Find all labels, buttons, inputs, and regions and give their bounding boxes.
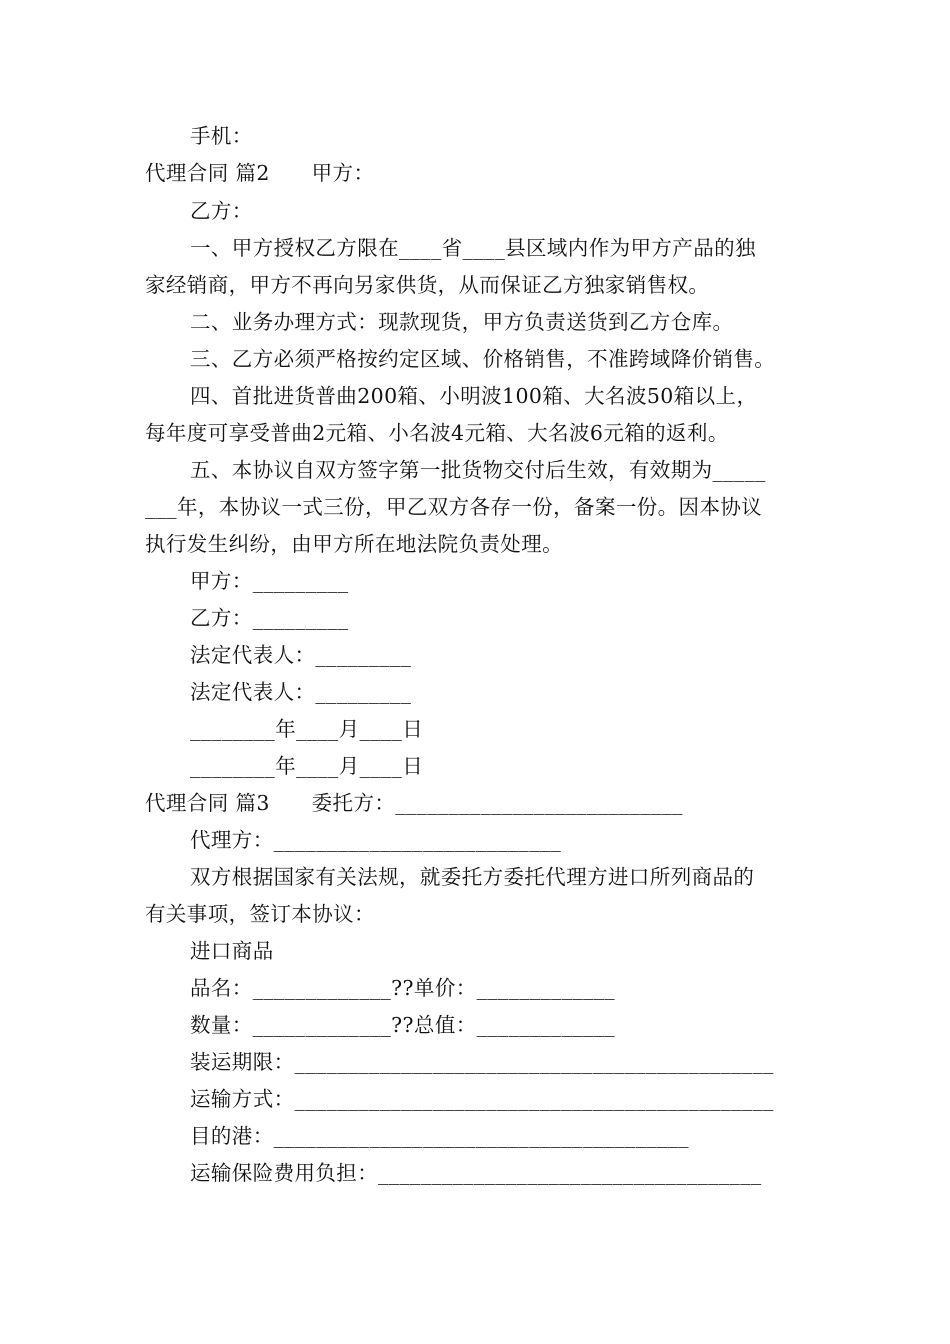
clause-2: 二、业务办理方式：现款现货，甲方负责送货到乙方仓库。 — [190, 310, 734, 334]
agent-party-field: 代理方：___________________________ — [190, 828, 562, 852]
clause-4-line-2: 每年度可享受普曲2元箱、小名波4元箱、大名波6元箱的返利。 — [145, 421, 729, 445]
destination-port-field: 目的港：_______________________________________ — [190, 1124, 689, 1148]
legal-rep-b: 法定代表人：_________ — [190, 680, 412, 704]
preamble-line-1: 双方根据国家有关法规，就委托方委托代理方进口所列商品的 — [190, 865, 755, 889]
preamble-line-2: 有关事项，签订本协议： — [145, 902, 375, 926]
product-name-price-field: 品名：_____________??单价：_____________ — [190, 976, 616, 1000]
shipment-deadline-field: 装运期限：_____________________________________________ — [190, 1050, 774, 1074]
clause-3: 三、乙方必须严格按约定区域、价格销售，不准跨域降价销售。 — [190, 347, 776, 371]
phone-field: 手机： — [190, 124, 253, 148]
date-line-a: ________年____月____日 — [190, 717, 424, 741]
date-line-b: ________年____月____日 — [190, 754, 424, 778]
party-b-label: 乙方： — [190, 199, 253, 223]
clause-5-line-3: 执行发生纠纷，由甲方所在地法院负责处理。 — [145, 532, 563, 556]
signature-party-a: 甲方：_________ — [190, 569, 349, 593]
clause-1-line-2: 家经销商，甲方不再向另家供货，从而保证乙方独家销售权。 — [145, 273, 710, 297]
clause-1-line-1: 一、甲方授权乙方限在____省____县区域内作为甲方产品的独 — [190, 236, 756, 260]
insurance-cost-field: 运输保险费用负担：____________________________________ — [190, 1161, 762, 1185]
transport-method-field: 运输方式：_____________________________________________ — [190, 1087, 774, 1111]
clause-5-line-2: ___年，本协议一式三份，甲乙双方各存一份，备案一份。因本协议 — [145, 495, 763, 519]
clause-5-line-1: 五、本协议自双方签字第一批货物交付后生效，有效期为_____ — [190, 458, 766, 482]
clause-4-line-1: 四、首批进货普曲200箱、小明波100箱、大名波50箱以上， — [190, 384, 758, 408]
contract-2-heading: 代理合同 篇2 甲方： — [145, 161, 375, 185]
import-goods-heading: 进口商品 — [190, 939, 274, 963]
contract-3-heading: 代理合同 篇3 委托方：___________________________ — [145, 791, 683, 815]
quantity-total-field: 数量：_____________??总值：_____________ — [190, 1013, 616, 1037]
signature-party-b: 乙方：_________ — [190, 606, 349, 630]
legal-rep-a: 法定代表人：_________ — [190, 643, 412, 667]
